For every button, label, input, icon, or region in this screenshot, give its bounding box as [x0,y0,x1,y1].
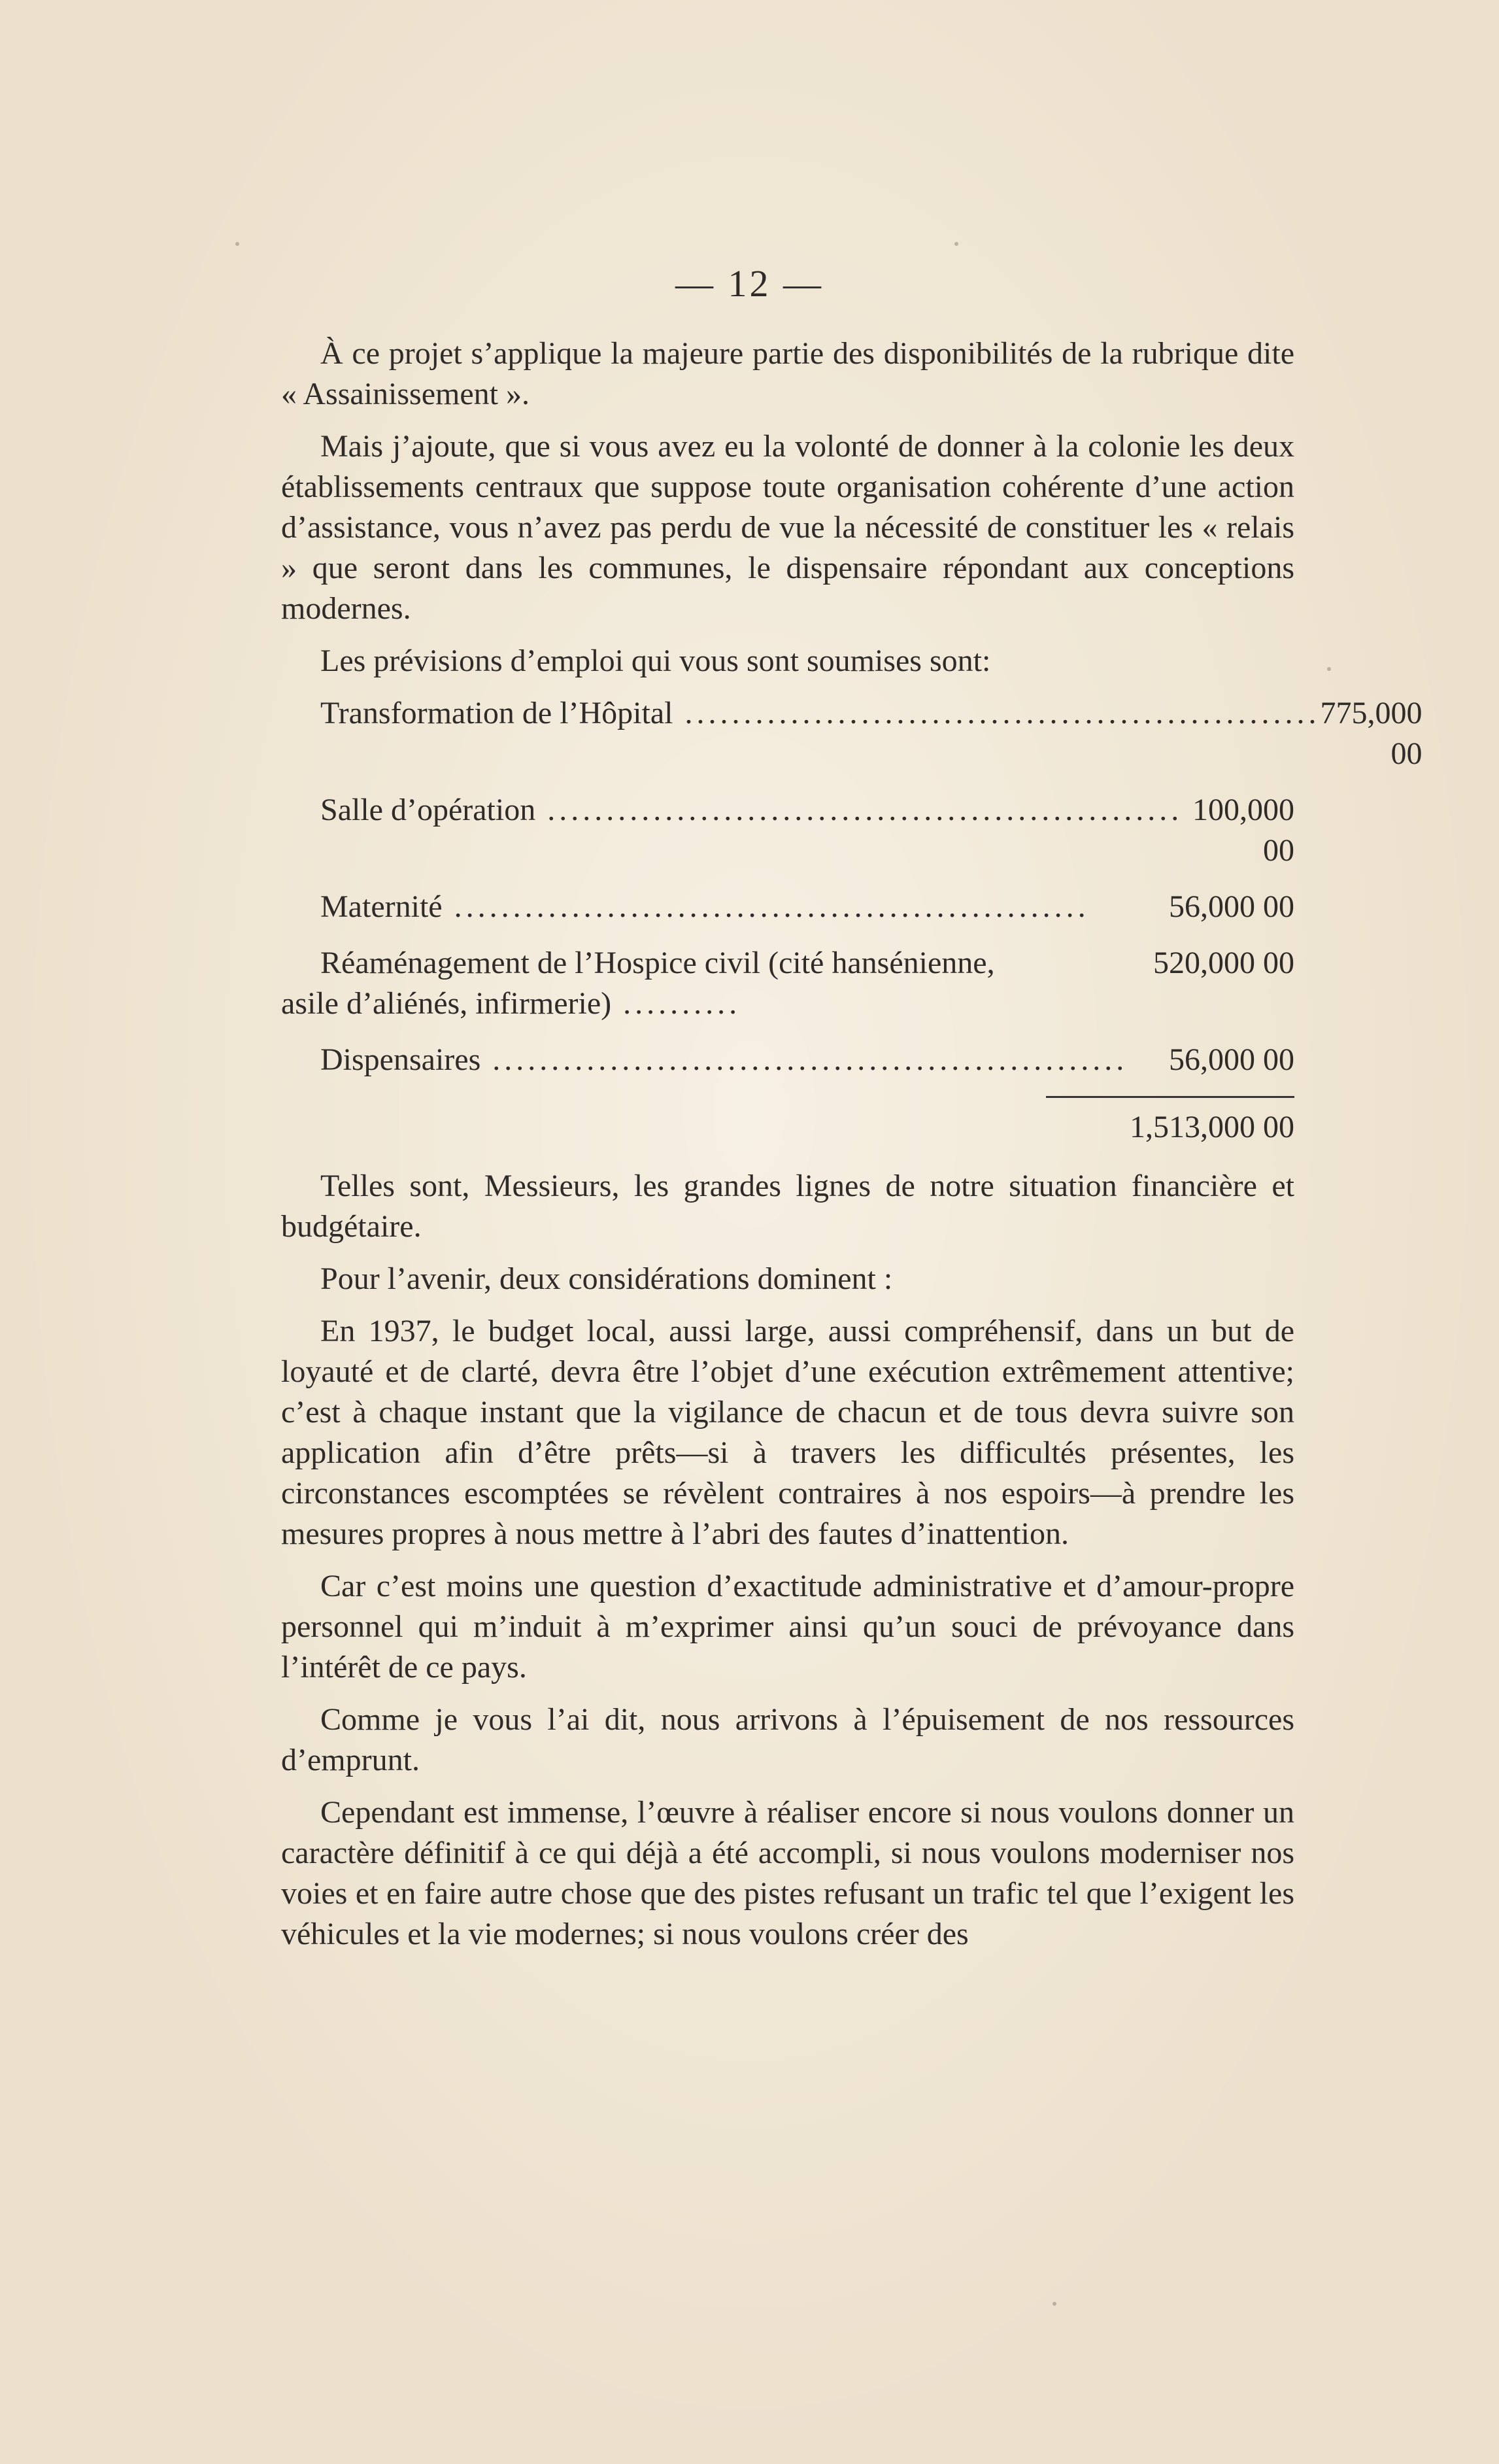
budget-amount: 775,000 00 [1320,696,1423,771]
paragraph-1: À ce projet s’applique la majeure partie des disponibilités de la rubrique dite « Assainissement ». [281,336,1294,411]
paper-speck [1327,667,1331,671]
paragraph-7: Car c’est moins une question d’exactitude administrative et d’amour-propre personnel qui m’induit à m’exprimer ainsi qu’un souci de prévoyance dans l’intérêt de ce pays. [281,1569,1294,1685]
budget-table [281,693,1423,1148]
budget-label: Réaménagement de l’Hospice civil (cité hansénienne, asile d’aliénés, infirmerie) .......... [281,946,995,1021]
paragraph-2: Mais j’ajoute, que si vous avez eu la volonté de donner à la colonie les deux établissements centraux que suppose toute organisation cohérente d’une action d’assistance, vous n’avez pas perdu de vue la nécessité de constituer les « relais » que seront dans les communes, le dispensaire répondant aux conceptions modernes. [281,429,1294,626]
paragraph-9: Cependant est immense, l’œuvre à réaliser encore si nous voulons donner un caractère définitif à ce qui déjà a été accompli, si nous voulons moderniser nos voies et en faire autre chose que des pistes refusant un trafic tel que l’exigent les véhicules et la vie modernes; si nous voulons créer des [281,1795,1294,1951]
paragraph-6: En 1937, le budget local, aussi large, aussi compréhensif, dans un but de loyauté et de clarté, devra être l’objet d’une exécution extrêmement attentive; c’est à chaque instant que la vigilance de chacun et de tous devra suivre son application afin d’être prêts—si à travers les difficultés présentes, les circonstances escomptées se révèlent contraires à nos espoirs—à prendre les mesures propres à nous mettre à l’abri des fautes d’inattention. [281,1314,1294,1551]
paper-speck [235,242,239,246]
budget-amount: 56,000 00 [1169,1042,1294,1077]
budget-row [281,693,1423,774]
paper-speck [1053,2302,1056,2306]
budget-row [281,1040,1294,1080]
budget-total: 1,513,000 00 [1130,1110,1294,1144]
budget-amount: 100,000 00 [1192,793,1294,868]
budget-label: Dispensaires ...................................................... [320,1042,1128,1077]
budget-row [281,943,1294,1024]
paper-speck [954,242,958,246]
budget-row [281,790,1294,871]
budget-amount: 56,000 00 [1169,889,1294,924]
paragraph-3: Les prévisions d’emploi qui vous sont soumises sont: [320,643,991,678]
budget-total-row [281,1107,1294,1148]
budget-label: Maternité ...................................................... [320,889,1090,924]
total-rule [1046,1096,1294,1098]
budget-row [281,887,1294,927]
paragraph-5: Pour l’avenir, deux considérations dominent : [320,1261,893,1296]
budget-amount: 520,000 00 [1153,946,1294,980]
paragraph-8: Comme je vous l’ai dit, nous arrivons à l’épuisement de nos ressources d’emprunt. [281,1702,1294,1777]
page-number: — 12 — [675,262,824,305]
paragraph-4: Telles sont, Messieurs, les grandes lignes de notre situation financière et budgétaire. [281,1169,1294,1244]
body-text [281,334,1423,1966]
budget-label: Salle d’opération ...................................................... [320,793,1183,827]
budget-label: Transformation de l’Hôpital ...................................................... [320,696,1321,730]
